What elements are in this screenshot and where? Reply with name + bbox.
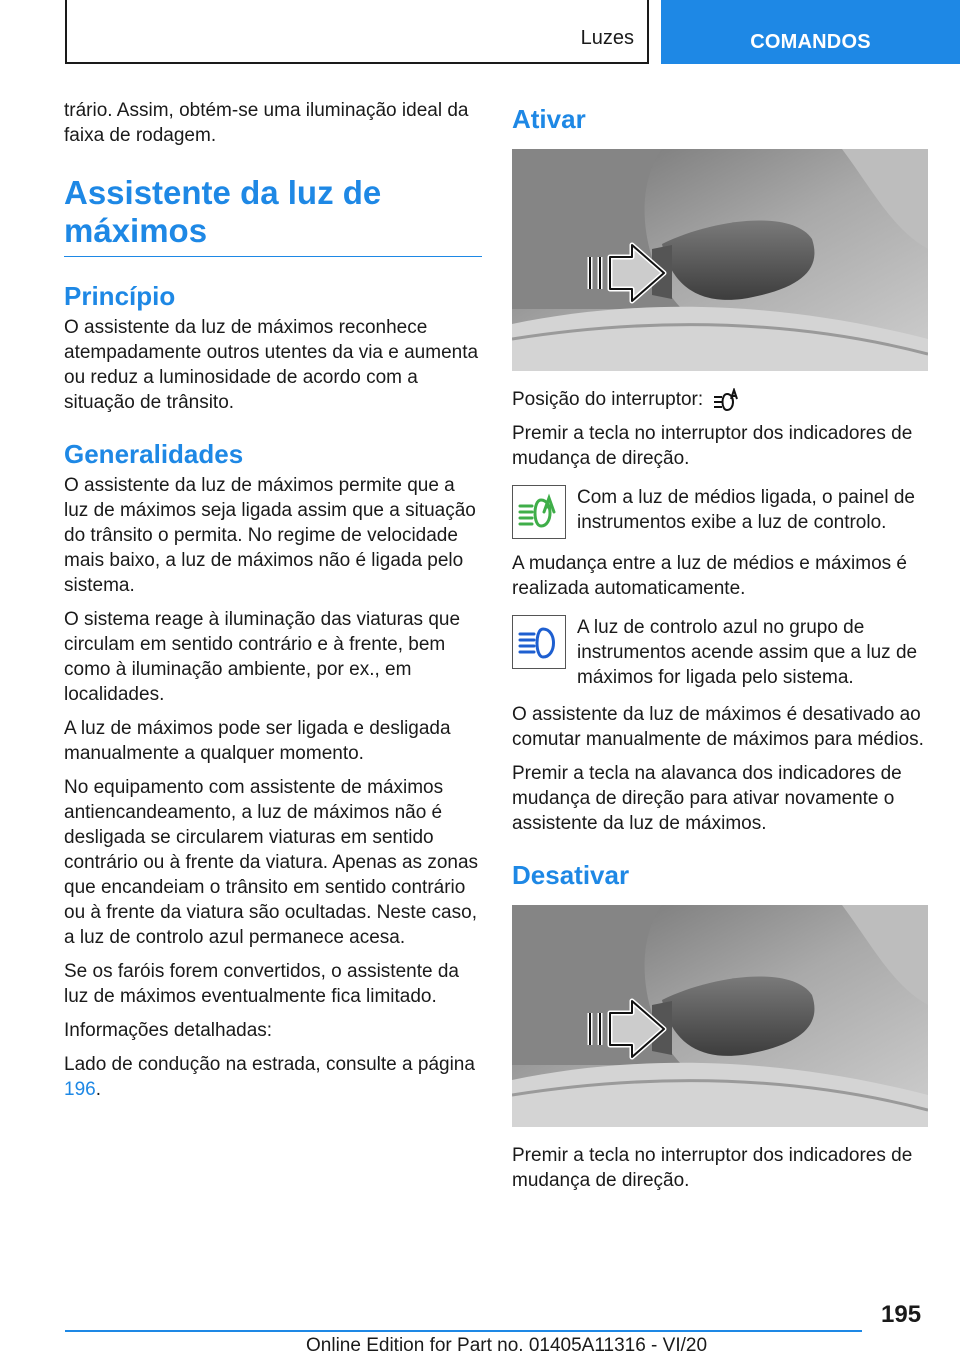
footer-rule	[65, 1330, 862, 1332]
deactivated-text: O assistente da luz de máximos é desativado ao comutar manualmente de máximos para médios.	[512, 704, 924, 750]
deactivate-press-text: Premir a tecla no interruptor dos indicadores de mudança de direção.	[512, 1145, 913, 1191]
general-p5: Se os faróis forem convertidos, o assistente da luz de máximos eventualmente fica limitado.	[64, 961, 459, 1007]
principle-heading: Princípio	[64, 281, 176, 311]
general-p1: O assistente da luz de máximos permite que a luz de máximos seja ligada assim que a situação do trânsito o permita. No regime de velocidade mais baixo, a luz de máximos não é ligada pelo sistema.	[64, 475, 476, 596]
reactivate-text: Premir a tecla na alavanca dos indicadores de mudança de direção para ativar novamente o assistente da luz de máximos.	[512, 763, 902, 834]
edition-text: Online Edition for Part no. 01405A11316 - VI/20	[306, 1335, 708, 1356]
chapter-tab[interactable]: COMANDOS	[661, 0, 960, 64]
right-column	[512, 98, 928, 1202]
general-p2: O sistema reage à iluminação das viaturas que circulam em sentido contrário e à frente, bem como à iluminação ambiente, por ex., em localidades.	[64, 609, 461, 705]
activate-press-text: Premir a tecla no interruptor dos indicadores de mudança de direção.	[512, 423, 913, 469]
turn-signal-lever-photo	[512, 149, 928, 371]
deactivate-heading: Desativar	[512, 860, 630, 890]
left-column	[64, 98, 482, 1111]
header-box	[65, 0, 649, 64]
page-link[interactable]: 196	[64, 1079, 96, 1100]
general-heading: Generalidades	[64, 439, 244, 469]
intro-paragraph: trário. Assim, obtém-se uma iluminação ideal da faixa de rodagem.	[64, 100, 469, 146]
page-number: 195	[881, 1301, 922, 1328]
turn-signal-lever-photo-2	[512, 905, 928, 1127]
principle-text: O assistente da luz de máximos reconhece atempadamente outros utentes da via e aumenta ou reduz a luminosidade de acordo com a situação de trânsito.	[64, 317, 479, 413]
general-p7: Lado de condução na estrada, consulte a página 196.	[64, 1054, 475, 1100]
green-note-text: Com a luz de médios ligada, o painel de instrumentos exibe a luz de controlo.	[577, 487, 915, 533]
blue-indicator-note	[512, 615, 928, 690]
blue-note-text: A luz de controlo azul no grupo de instrumentos acende assim que a luz de máximos for ligada pelo sistema.	[577, 617, 918, 688]
general-p6: Informações detalhadas:	[64, 1020, 273, 1041]
auto-switch-text: A mudança entre a luz de médios e máximos é realizada automaticamente.	[512, 553, 907, 599]
page-title: Assistente da luz de máximos	[64, 174, 482, 257]
green-indicator-note	[512, 485, 928, 539]
activate-heading: Ativar	[512, 104, 586, 134]
blue-high-beam-icon	[512, 615, 566, 669]
switch-position-text: Posição do interruptor:	[512, 387, 928, 412]
general-p4: No equipamento com assistente de máximos antiencandeamento, a luz de máximos não é desligada se circularem viaturas em sentido contrário ou à frente da viatura. Apenas as zonas que encandeiam o trânsito em sentido contrário ou à frente da viatura são ocultadas. Neste caso, a luz de controlo azul permanece acesa.	[64, 777, 479, 948]
general-p3: A luz de máximos pode ser ligada e desligada manualmente a qualquer momento.	[64, 718, 451, 764]
high-beam-assist-icon	[711, 388, 741, 412]
section-title: Luzes	[580, 27, 634, 49]
green-high-beam-assist-icon	[512, 485, 566, 539]
